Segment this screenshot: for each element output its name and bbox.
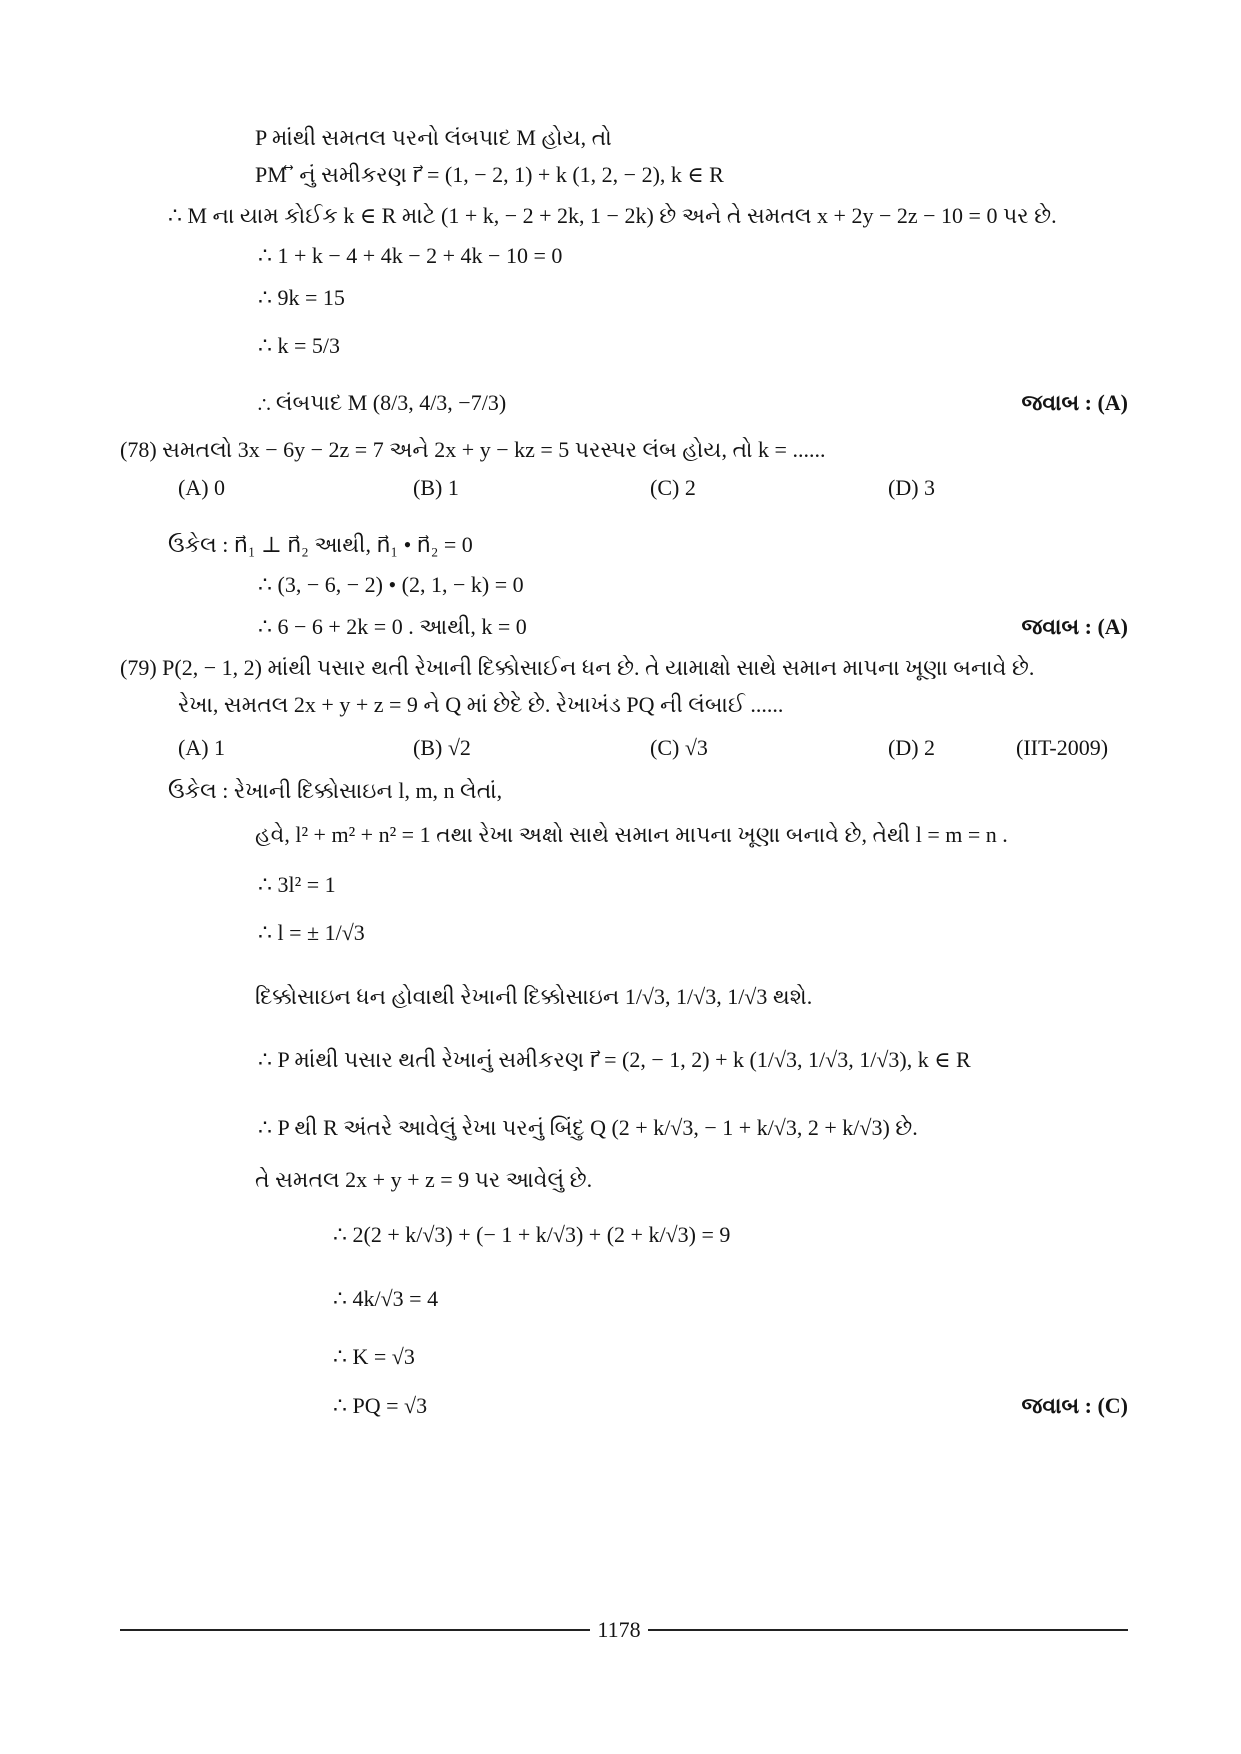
equation-line: ∴ 9k = 15	[258, 285, 345, 310]
text-line: દિક્કોસાઇન ધન હોવાથી રેખાની દિક્કોસાઇન 1/√3, 1/√3, 1/√3 થશે.	[255, 984, 813, 1009]
equation-line: ∴ 4k/√3 = 4	[333, 1286, 439, 1311]
equation-line: ∴ PQ = √3	[333, 1393, 428, 1418]
text-line: P માંથી સમતલ પરનો લંબપાદ M હોય, તો	[255, 125, 612, 150]
text-line: હવે, l² + m² + n² = 1 તથા રેખા અક્ષો સાથે સમાન માપના ખૂણા બનાવે છે, તેથી l = m = n .	[255, 822, 1008, 847]
source-label: (IIT-2009)	[1016, 735, 1109, 760]
answer-label: જવાબ : (A)	[1021, 614, 1128, 639]
option-a: (A) 1	[178, 735, 226, 760]
page-number: 1178	[597, 1617, 641, 1642]
equation-line: ∴ K = √3	[333, 1344, 415, 1369]
question-text: રેખા, સમતલ 2x + y + z = 9 ને Q માં છેદે છે. રેખાખંડ PQ ની લંબાઈ ......	[178, 692, 784, 717]
option-d: (D) 3	[888, 475, 936, 500]
equation-line: PM ⃡ નું સમીકરણ r⃗ = (1, − 2, 1) + k (1, 2, − 2), k ∈ R	[255, 162, 724, 187]
option-a: (A) 0	[178, 475, 226, 500]
footer-rule-right	[648, 1629, 1128, 1631]
equation-line: ∴ 6 − 6 + 2k = 0 . આથી, k = 0	[258, 614, 527, 639]
option-c: (C) √3	[650, 735, 708, 760]
equation-line: ∴ 3l² = 1	[258, 872, 336, 897]
option-c: (C) 2	[650, 475, 696, 500]
equation-line: ∴ 2(2 + k/√3) + (− 1 + k/√3) + (2 + k/√3) = 9	[333, 1222, 731, 1247]
equation-line: ∴ P માંથી પસાર થતી રેખાનું સમીકરણ r⃗ = (2, − 1, 2) + k (1/√3, 1/√3, 1/√3), k ∈ R	[258, 1047, 971, 1072]
option-b: (B) 1	[413, 475, 459, 500]
solution-line: ઉકેલ : રેખાની દિક્કોસાઇન l, m, n લેતાં,	[168, 778, 503, 803]
equation-line: ∴ લંબપાદ M (8/3, 4/3, −7/3)	[258, 390, 507, 415]
solution-line: ઉકેલ : n⃗₁ ⊥ n⃗₂ આથી, n⃗₁ • n⃗₂ = 0	[168, 532, 473, 557]
text-line: તે સમતલ 2x + y + z = 9 પર આવેલું છે.	[255, 1167, 593, 1192]
question-text: (79) P(2, − 1, 2) માંથી પસાર થતી રેખાની દિક્કોસાઈન ધન છે. તે યામાક્ષો સાથે સમાન માપના ખૂણા બનાવે છે.	[120, 655, 1035, 680]
equation-line: ∴ 1 + k − 4 + 4k − 2 + 4k − 10 = 0	[258, 243, 563, 268]
equation-line: ∴ k = 5/3	[258, 333, 341, 358]
question-text: (78) સમતલો 3x − 6y − 2z = 7 અને 2x + y − kz = 5 પરસ્પર લંબ હોય, તો k = ......	[120, 437, 826, 462]
text-line: ∴ M ના યામ કોઈક k ∈ R માટે (1 + k, − 2 + 2k, 1 − 2k) છે અને તે સમતલ x + 2y − 2z − 10 = 0 પર છે.	[168, 203, 1057, 228]
equation-line: ∴ l = ± 1/√3	[258, 920, 365, 945]
footer-rule-left	[120, 1629, 590, 1631]
answer-label: જવાબ : (C)	[1021, 1393, 1128, 1418]
option-b: (B) √2	[413, 735, 471, 760]
option-d: (D) 2	[888, 735, 936, 760]
equation-line: ∴ (3, − 6, − 2) • (2, 1, − k) = 0	[258, 572, 524, 597]
equation-line: ∴ P થી R અંતરે આવેલું રેખા પરનું બિંદુ Q (2 + k/√3, − 1 + k/√3, 2 + k/√3) છે.	[258, 1115, 918, 1140]
answer-label: જવાબ : (A)	[1021, 390, 1128, 415]
